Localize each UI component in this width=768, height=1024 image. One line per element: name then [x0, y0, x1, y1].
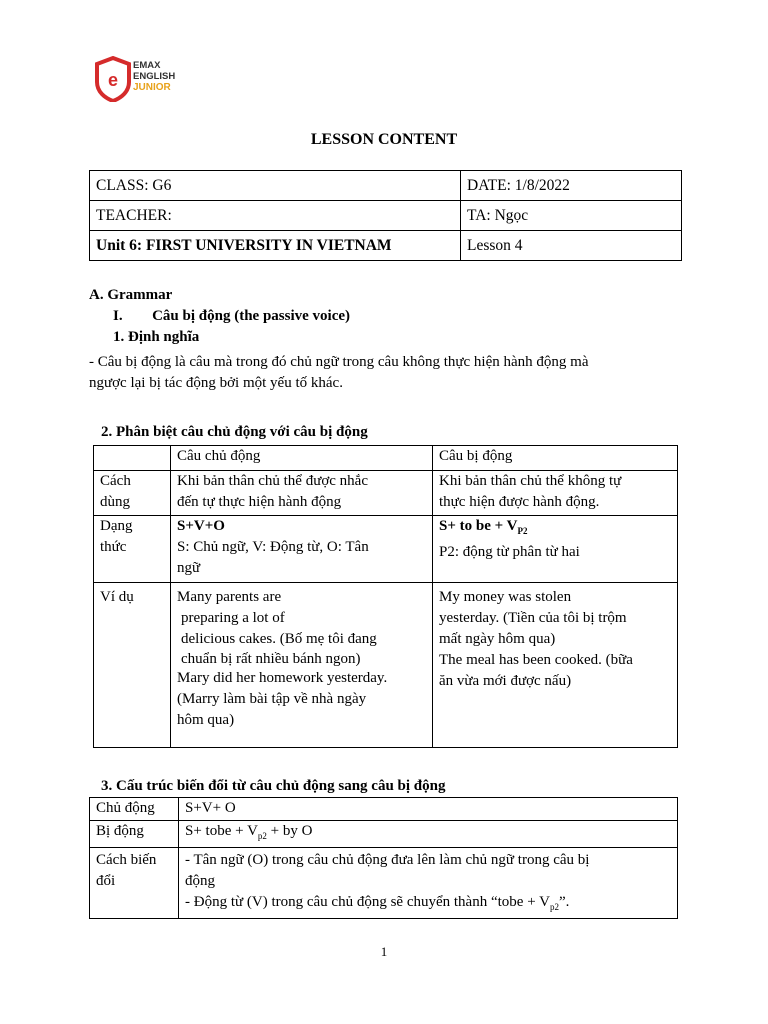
- lesson-cell: Lesson 4: [461, 231, 682, 261]
- table-row: [90, 171, 682, 201]
- page-number: 1: [380, 944, 388, 959]
- table-row: [90, 821, 678, 848]
- example-passive: [433, 583, 678, 748]
- table-row: [90, 231, 682, 261]
- formula-main: S+ tobe + V: [185, 823, 258, 839]
- row-label-usage: [94, 471, 171, 516]
- subheading-comparison: 2. Phân biệt câu chủ động với câu bị động: [101, 424, 368, 440]
- logo-line-emax: EMAX: [133, 60, 161, 71]
- label-line: dùng: [100, 494, 130, 510]
- value-method: [179, 848, 678, 919]
- text-line: Mary did her homework yesterday.: [177, 670, 388, 686]
- roman-title: Câu bị động: [152, 308, 231, 324]
- text-subscript: p2: [549, 902, 559, 912]
- header-active: Câu chủ động: [171, 446, 433, 471]
- example-active: [171, 583, 433, 748]
- logo-wordmark: [133, 60, 175, 93]
- row-label-example: Ví dụ: [94, 583, 171, 748]
- text-line: mất ngày hôm qua): [439, 631, 556, 647]
- text-line: ăn vừa mới được nấu): [439, 673, 572, 689]
- text-line: The meal has been cooked. (bữa: [439, 652, 633, 668]
- text-line: preparing a lot of: [181, 610, 285, 626]
- text-line: Many parents are: [177, 589, 282, 605]
- subheading-transformation: 3. Cấu trúc biến đổi từ câu chủ động sang câu bị động: [101, 778, 446, 794]
- logo-line-english: ENGLISH: [133, 71, 176, 82]
- formula-subscript: P2: [517, 526, 528, 536]
- subheading-definition: 1. Định nghĩa: [113, 329, 200, 345]
- usage-passive: [433, 471, 678, 516]
- text-line: Khi bản thân chủ thể không tự: [439, 473, 622, 489]
- logo-line-junior: JUNIOR: [133, 82, 171, 93]
- roman-subtitle: (the passive voice): [234, 308, 351, 324]
- definition-line-2: ngược lại bị tác động bởi một yếu tố khác.: [89, 375, 343, 391]
- form-active: [171, 516, 433, 583]
- text-line: S: Chủ ngữ, V: Động từ, O: Tân: [177, 539, 369, 555]
- table-row: [94, 516, 678, 583]
- emax-logo: [95, 56, 185, 102]
- text-line: - Tân ngữ (O) trong câu chủ động đưa lên làm chủ ngữ trong câu bị: [185, 852, 590, 868]
- text-line: chuẩn bị rất nhiều bánh ngon): [181, 651, 361, 667]
- roman-heading: [113, 308, 350, 325]
- text-line: [185, 892, 671, 918]
- svg-text:e: e: [107, 70, 119, 90]
- text-line: động: [185, 873, 215, 889]
- text-line: hôm qua): [177, 712, 235, 728]
- section-heading: A. Grammar: [89, 287, 173, 303]
- comparison-table: [93, 445, 678, 748]
- text-line: thực hiện được hành động.: [439, 494, 600, 510]
- label-line: Cách biến: [96, 852, 157, 868]
- table-row: [94, 471, 678, 516]
- usage-active: [171, 471, 433, 516]
- table-row: [90, 201, 682, 231]
- label-line: Dạng: [100, 518, 133, 534]
- shield-logo-icon: [95, 56, 131, 102]
- definition-line-1: - Câu bị động là câu mà trong đó chủ ngữ trong câu không thực hiện hành động mà: [89, 354, 589, 370]
- text-line: delicious cakes. (Bố mẹ tôi đang: [181, 631, 377, 647]
- label-line: thức: [100, 539, 127, 555]
- label-active: Chủ động: [90, 798, 179, 821]
- label-passive: Bị động: [90, 821, 179, 848]
- text-line: đến tự thực hiện hành động: [177, 494, 342, 510]
- text-line: P2: động từ phân từ hai: [439, 544, 580, 560]
- class-cell: CLASS: G6: [90, 171, 461, 201]
- unit-cell: Unit 6: FIRST UNIVERSITY IN VIETNAM: [90, 231, 461, 261]
- value-active: S+V+ O: [179, 798, 678, 821]
- formula: S+V+O: [177, 518, 225, 534]
- value-passive: [179, 821, 678, 848]
- page-title: LESSON CONTENT: [310, 131, 458, 148]
- text-line: (Marry làm bài tập về nhà ngày: [177, 691, 367, 707]
- row-label-form: [94, 516, 171, 583]
- formula: [439, 516, 671, 542]
- label-line: đổi: [96, 873, 116, 889]
- teacher-cell: TEACHER:: [90, 201, 461, 231]
- text-line: yesterday. (Tiền của tôi bị trộm: [439, 610, 627, 626]
- empty-header-cell: [94, 446, 171, 471]
- table-row: [90, 848, 678, 919]
- date-cell: DATE: 1/8/2022: [461, 171, 682, 201]
- header-passive: Câu bị động: [433, 446, 678, 471]
- ta-cell: TA: Ngọc: [461, 201, 682, 231]
- text-line: Khi bản thân chủ thể được nhắc: [177, 473, 369, 489]
- roman-numeral: I.: [113, 308, 123, 324]
- label-method: [90, 848, 179, 919]
- formula-subscript: p2: [257, 831, 267, 841]
- text-main: - Động từ (V) trong câu chủ động sẽ chuyển thành “tobe + V: [185, 894, 550, 910]
- lesson-info-table: [89, 170, 682, 261]
- text-line: ngữ: [177, 560, 201, 576]
- label-line: Cách: [100, 473, 131, 489]
- formula-main: S+ to be + V: [439, 518, 518, 534]
- form-passive: [433, 516, 678, 583]
- table-row: [94, 583, 678, 748]
- formula-tail: + by O: [266, 823, 313, 839]
- table-row: [90, 798, 678, 821]
- table-row: [94, 446, 678, 471]
- text-tail: ”.: [558, 894, 570, 910]
- text-line: My money was stolen: [439, 589, 572, 605]
- transformation-table: [89, 797, 678, 919]
